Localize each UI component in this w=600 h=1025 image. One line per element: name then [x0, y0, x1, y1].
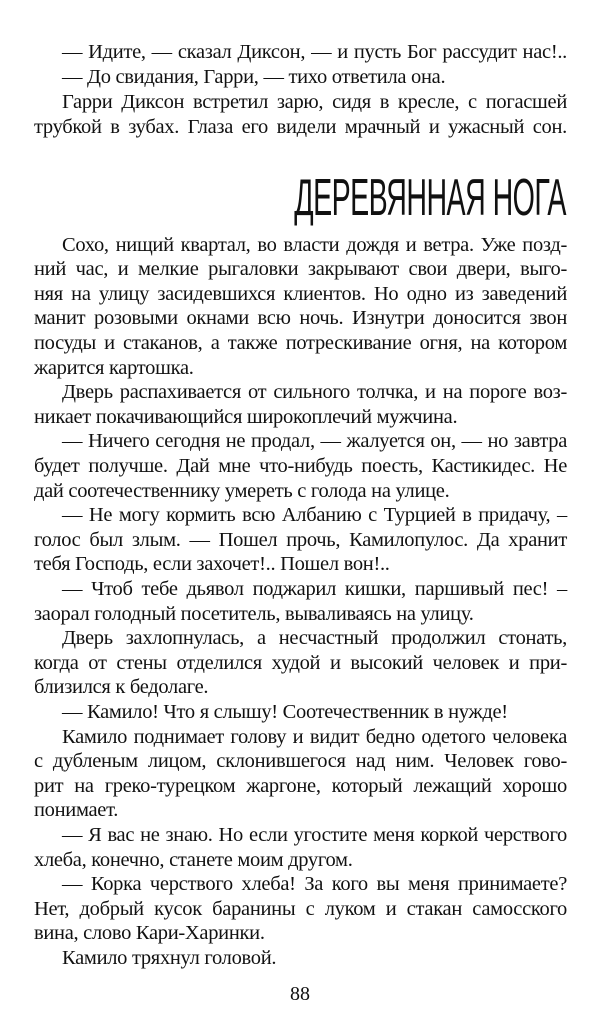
text-line: — До свидания, Гарри, — тихо ответила она. — [62, 65, 446, 88]
text-line: никает покачивающийся широкоплечий мужчина. — [34, 405, 458, 428]
text-line: будет получше. Дай мне что-нибудь поесть, Кастикидес. Не — [34, 454, 567, 477]
text-line: заорал голодный посетитель, вываливаясь на улицу. — [34, 602, 474, 625]
text-line: жарится картошка. — [34, 356, 194, 379]
page-number: 88 — [290, 983, 310, 1005]
text-line: — Идите, — сказал Диксон, — и пусть Бог рассудит нас!.. — [62, 40, 567, 63]
text-line: Камило тряхнул головой. — [62, 946, 277, 969]
text-line: Камило поднимает голову и видит бедно одетого человека — [62, 725, 567, 748]
text-line: голос был злым. — Пошел прочь, Камилопулос. Да хранит — [34, 528, 567, 551]
text-line: — Камило! Что я слышу! Соотечественник в нужде! — [62, 700, 508, 723]
text-line: посуды и стаканов, а также потрескивание огня, на котором — [34, 331, 567, 354]
text-line: тебя Господь, если захочет!.. Пошел вон!.. — [34, 553, 390, 576]
text-line: хлеба, конечно, станете моим другом. — [34, 848, 353, 871]
text-line: няя на улицу засидевшихся клиентов. Но одно из заведений — [34, 282, 567, 305]
text-line: Нет, добрый кусок баранины с луком и стакан самосского — [34, 897, 567, 920]
text-line: манит розовыми окнами всю ночь. Изнутри доносится звон — [34, 307, 567, 330]
text-line: трубкой в зубах. Глаза его видели мрачный и ужасный сон. — [34, 115, 567, 138]
text-line: — Чтоб тебе дьявол поджарил кишки, паршивый пес! – — [62, 577, 567, 600]
text-line: когда от стены отделился худой и высокий человек и при- — [34, 651, 567, 674]
text-line: ний час, и мелкие рыгаловки закрывают свои двери, выго- — [34, 258, 567, 281]
text-line: — Не могу кормить всю Албанию с Турцией в придачу, – — [62, 504, 567, 527]
text-line: Дверь распахивается от сильного толчка, и на пороге воз- — [62, 381, 567, 404]
text-line: — Корка черствого хлеба! За кого вы меня принимаете? — [62, 873, 567, 896]
text-line: близился к бедолаге. — [34, 676, 209, 699]
text-line: рит на греко-турецком жаргоне, который лежащий хорошо — [34, 774, 567, 797]
text-line: — Я вас не знаю. Но если угостите меня коркой черствого — [62, 823, 567, 846]
text-line: вина, слово Кари-Харинки. — [34, 922, 265, 945]
chapter-title: ДЕРЕВЯННАЯ НОГА — [294, 169, 566, 227]
text-line: Дверь захлопнулась, а несчастный продолжил стонать, — [62, 627, 567, 650]
text-line: — Ничего сегодня не продал, — жалуется он, — но завтра — [62, 430, 567, 453]
text-line: Гарри Диксон встретил зарю, сидя в кресле, с погасшей — [62, 90, 567, 113]
text-line: дай соотечественнику умереть с голода на улице. — [34, 479, 450, 502]
text-line: понимает. — [34, 799, 119, 822]
text-line: с дубленым лицом, склонившегося над ним. Человек гово- — [34, 750, 567, 773]
text-line: Сохо, нищий квартал, во власти дождя и ветра. Уже позд- — [62, 233, 567, 256]
